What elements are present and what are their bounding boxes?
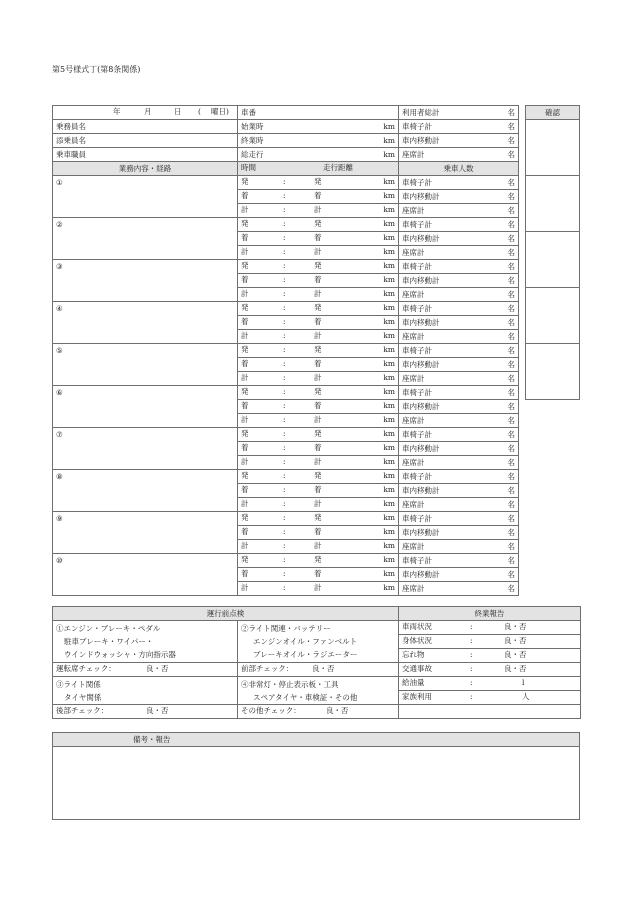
trip-time-distance-cell[interactable]: 発 : 発 km (238, 344, 399, 358)
crew-cell[interactable]: 添乗員名 (53, 134, 238, 148)
confirm-box[interactable] (526, 176, 580, 232)
trip-time-distance-cell[interactable]: 発 : 発 km (238, 512, 399, 526)
trip-rider-cell[interactable]: 座席計 名 (399, 414, 519, 428)
end-report-row[interactable]: 忘れ物 : 良・否 (399, 649, 581, 663)
trip-time-distance-cell[interactable]: 発 : 発 km (238, 176, 399, 190)
trip-rider-cell[interactable]: 車椅子計 名 (399, 218, 519, 232)
trip-rider-cell[interactable]: 車椅子計 名 (399, 344, 519, 358)
trip-time-distance-cell[interactable]: 発 : 発 km (238, 260, 399, 274)
vehicle-number-cell[interactable]: 車番 (238, 106, 399, 120)
trip-time-distance-cell[interactable]: 発 : 発 km (238, 470, 399, 484)
trip-route-cell[interactable]: ② (53, 218, 238, 260)
trip-route-cell[interactable]: ⑥ (53, 386, 238, 428)
trip-rider-cell[interactable]: 座席計 名 (399, 582, 519, 596)
front-check[interactable]: 前部チェック： 良・否 (238, 663, 399, 677)
inspection-title: 運行前点検 (53, 607, 399, 621)
other-check[interactable]: その他チェック： 良・否 (238, 705, 399, 719)
trip-time-distance-cell[interactable]: 発 : 発 km (238, 386, 399, 400)
inspection-group-3: ③ライト関係 タイヤ関係 (53, 677, 238, 705)
end-report-row[interactable]: 身体状況 : 良・否 (399, 635, 581, 649)
user-count-cell[interactable]: 座席計 名 (399, 148, 519, 162)
driver-seat-check[interactable]: 運転席チェック： 良・否 (53, 663, 238, 677)
inspection-group-2: ②ライト関連・バッテリー エンジンオイル・ファンベルト ブレーキオイル・ラジエーター (238, 621, 399, 663)
riders-header: 乗車人数 (399, 162, 519, 176)
end-report-row[interactable]: 給油量 : l (399, 677, 581, 691)
trip-time-distance-cell[interactable]: 発 : 発 km (238, 428, 399, 442)
end-report-row[interactable]: 交通事故 : 良・否 (399, 663, 581, 677)
end-report-row[interactable]: 車両状況 : 良・否 (399, 621, 581, 635)
trip-route-cell[interactable]: ⑩ (53, 554, 238, 596)
trip-time-distance-cell[interactable]: 着 : 着 km (238, 274, 399, 288)
trip-time-distance-cell[interactable]: 着 : 着 km (238, 568, 399, 582)
trip-rider-cell[interactable]: 車内移動計 名 (399, 274, 519, 288)
user-total-cell[interactable]: 利用者総計 名 (399, 106, 519, 120)
trip-time-distance-cell[interactable]: 着 : 着 km (238, 400, 399, 414)
trip-time-distance-cell[interactable]: 着 : 着 km (238, 442, 399, 456)
confirm-box[interactable] (526, 344, 580, 400)
trip-rider-cell[interactable]: 車内移動計 名 (399, 358, 519, 372)
trip-rider-cell[interactable]: 座席計 名 (399, 498, 519, 512)
trip-time-distance-cell[interactable]: 計 : 計 km (238, 498, 399, 512)
inspection-group-4: ④非常灯・停止表示板・工具 スペアタイヤ・車検証・その他 (238, 677, 399, 705)
trip-rider-cell[interactable]: 座席計 名 (399, 288, 519, 302)
trip-rider-cell[interactable]: 車椅子計 名 (399, 176, 519, 190)
confirm-header: 確認 (526, 106, 580, 120)
trip-time-distance-cell[interactable]: 計 : 計 km (238, 456, 399, 470)
trip-time-distance-cell[interactable]: 計 : 計 km (238, 204, 399, 218)
shift-time-cell[interactable]: 始業時 km (238, 120, 399, 134)
inspection-group-1: ①エンジン・ブレーキ・ペダル 駐車ブレーキ・ワイパー・ ウインドウォッシャ・方向指示器 (53, 621, 238, 663)
inspection-table (52, 606, 581, 719)
trip-route-cell[interactable]: ③ (53, 260, 238, 302)
trip-time-distance-cell[interactable]: 着 : 着 km (238, 190, 399, 204)
trip-rider-cell[interactable]: 車椅子計 名 (399, 428, 519, 442)
trip-time-distance-cell[interactable]: 発 : 発 km (238, 218, 399, 232)
trip-time-distance-cell[interactable]: 着 : 着 km (238, 358, 399, 372)
remarks-table (52, 732, 580, 820)
crew-cell[interactable]: 乗務員名 (53, 120, 238, 134)
end-report-blank[interactable] (399, 705, 581, 719)
trip-rider-cell[interactable]: 車内移動計 名 (399, 568, 519, 582)
date-cell[interactable]: 年 月 日 ( 曜日) (53, 106, 238, 120)
trip-rider-cell[interactable]: 車内移動計 名 (399, 526, 519, 540)
user-count-cell[interactable]: 車内移動計 名 (399, 134, 519, 148)
trip-rider-cell[interactable]: 車椅子計 名 (399, 554, 519, 568)
trip-route-cell[interactable]: ④ (53, 302, 238, 344)
trip-time-distance-cell[interactable]: 着 : 着 km (238, 316, 399, 330)
end-report-title: 終業報告 (399, 607, 581, 621)
trip-rider-cell[interactable]: 車椅子計 名 (399, 512, 519, 526)
trip-rider-cell[interactable]: 座席計 名 (399, 330, 519, 344)
confirm-table (525, 105, 580, 400)
trip-time-distance-cell[interactable]: 発 : 発 km (238, 302, 399, 316)
confirm-box[interactable] (526, 288, 580, 344)
trip-time-distance-cell[interactable]: 計 : 計 km (238, 372, 399, 386)
trip-route-cell[interactable]: ⑧ (53, 470, 238, 512)
form-title: 第5号様式丁(第8条関係) (52, 65, 141, 74)
trip-route-cell[interactable]: ⑤ (53, 344, 238, 386)
trip-rider-cell[interactable]: 座席計 名 (399, 246, 519, 260)
trip-time-distance-cell[interactable]: 計 : 計 km (238, 330, 399, 344)
crew-cell[interactable]: 乗車職員 (53, 148, 238, 162)
task-header: 業務内容・経路 (53, 162, 238, 176)
trip-rider-cell[interactable]: 車内移動計 名 (399, 484, 519, 498)
user-count-cell[interactable]: 車椅子計 名 (399, 120, 519, 134)
remarks-field[interactable] (53, 747, 580, 820)
trip-time-distance-cell[interactable]: 着 : 着 km (238, 484, 399, 498)
trip-time-distance-cell[interactable]: 計 : 計 km (238, 246, 399, 260)
trip-rider-cell[interactable]: 車椅子計 名 (399, 302, 519, 316)
trip-time-distance-cell[interactable]: 着 : 着 km (238, 232, 399, 246)
time-distance-header: 時間 走行距離 (238, 162, 399, 176)
rear-check[interactable]: 後部チェック： 良・否 (53, 705, 238, 719)
shift-time-cell[interactable]: 総走行 km (238, 148, 399, 162)
trip-rider-cell[interactable]: 車椅子計 名 (399, 386, 519, 400)
confirm-box[interactable] (526, 232, 580, 288)
trip-time-distance-cell[interactable]: 計 : 計 km (238, 540, 399, 554)
trip-rider-cell[interactable]: 車内移動計 名 (399, 400, 519, 414)
trip-time-distance-cell[interactable]: 着 : 着 km (238, 526, 399, 540)
trip-rider-cell[interactable]: 車椅子計 名 (399, 470, 519, 484)
confirm-box[interactable] (526, 120, 580, 176)
end-report-row[interactable]: 家族利用 : 人 (399, 691, 581, 705)
trip-time-distance-cell[interactable]: 計 : 計 km (238, 582, 399, 596)
trip-route-cell[interactable]: ⑨ (53, 512, 238, 554)
trip-rider-cell[interactable]: 車内移動計 名 (399, 190, 519, 204)
trip-rider-cell[interactable]: 座席計 名 (399, 204, 519, 218)
trip-route-cell[interactable]: ⑦ (53, 428, 238, 470)
remarks-title: 備考・報告 (53, 733, 580, 747)
trip-rider-cell[interactable]: 車内移動計 名 (399, 232, 519, 246)
trip-route-cell[interactable]: ① (53, 176, 238, 218)
trip-rider-cell[interactable]: 車内移動計 名 (399, 442, 519, 456)
trip-time-distance-cell[interactable]: 計 : 計 km (238, 414, 399, 428)
trip-rider-cell[interactable]: 座席計 名 (399, 540, 519, 554)
trip-time-distance-cell[interactable]: 計 : 計 km (238, 288, 399, 302)
trip-log-table (52, 105, 519, 596)
trip-rider-cell[interactable]: 車内移動計 名 (399, 316, 519, 330)
trip-time-distance-cell[interactable]: 発 : 発 km (238, 554, 399, 568)
shift-time-cell[interactable]: 終業時 km (238, 134, 399, 148)
trip-rider-cell[interactable]: 車椅子計 名 (399, 260, 519, 274)
trip-rider-cell[interactable]: 座席計 名 (399, 372, 519, 386)
trip-rider-cell[interactable]: 座席計 名 (399, 456, 519, 470)
